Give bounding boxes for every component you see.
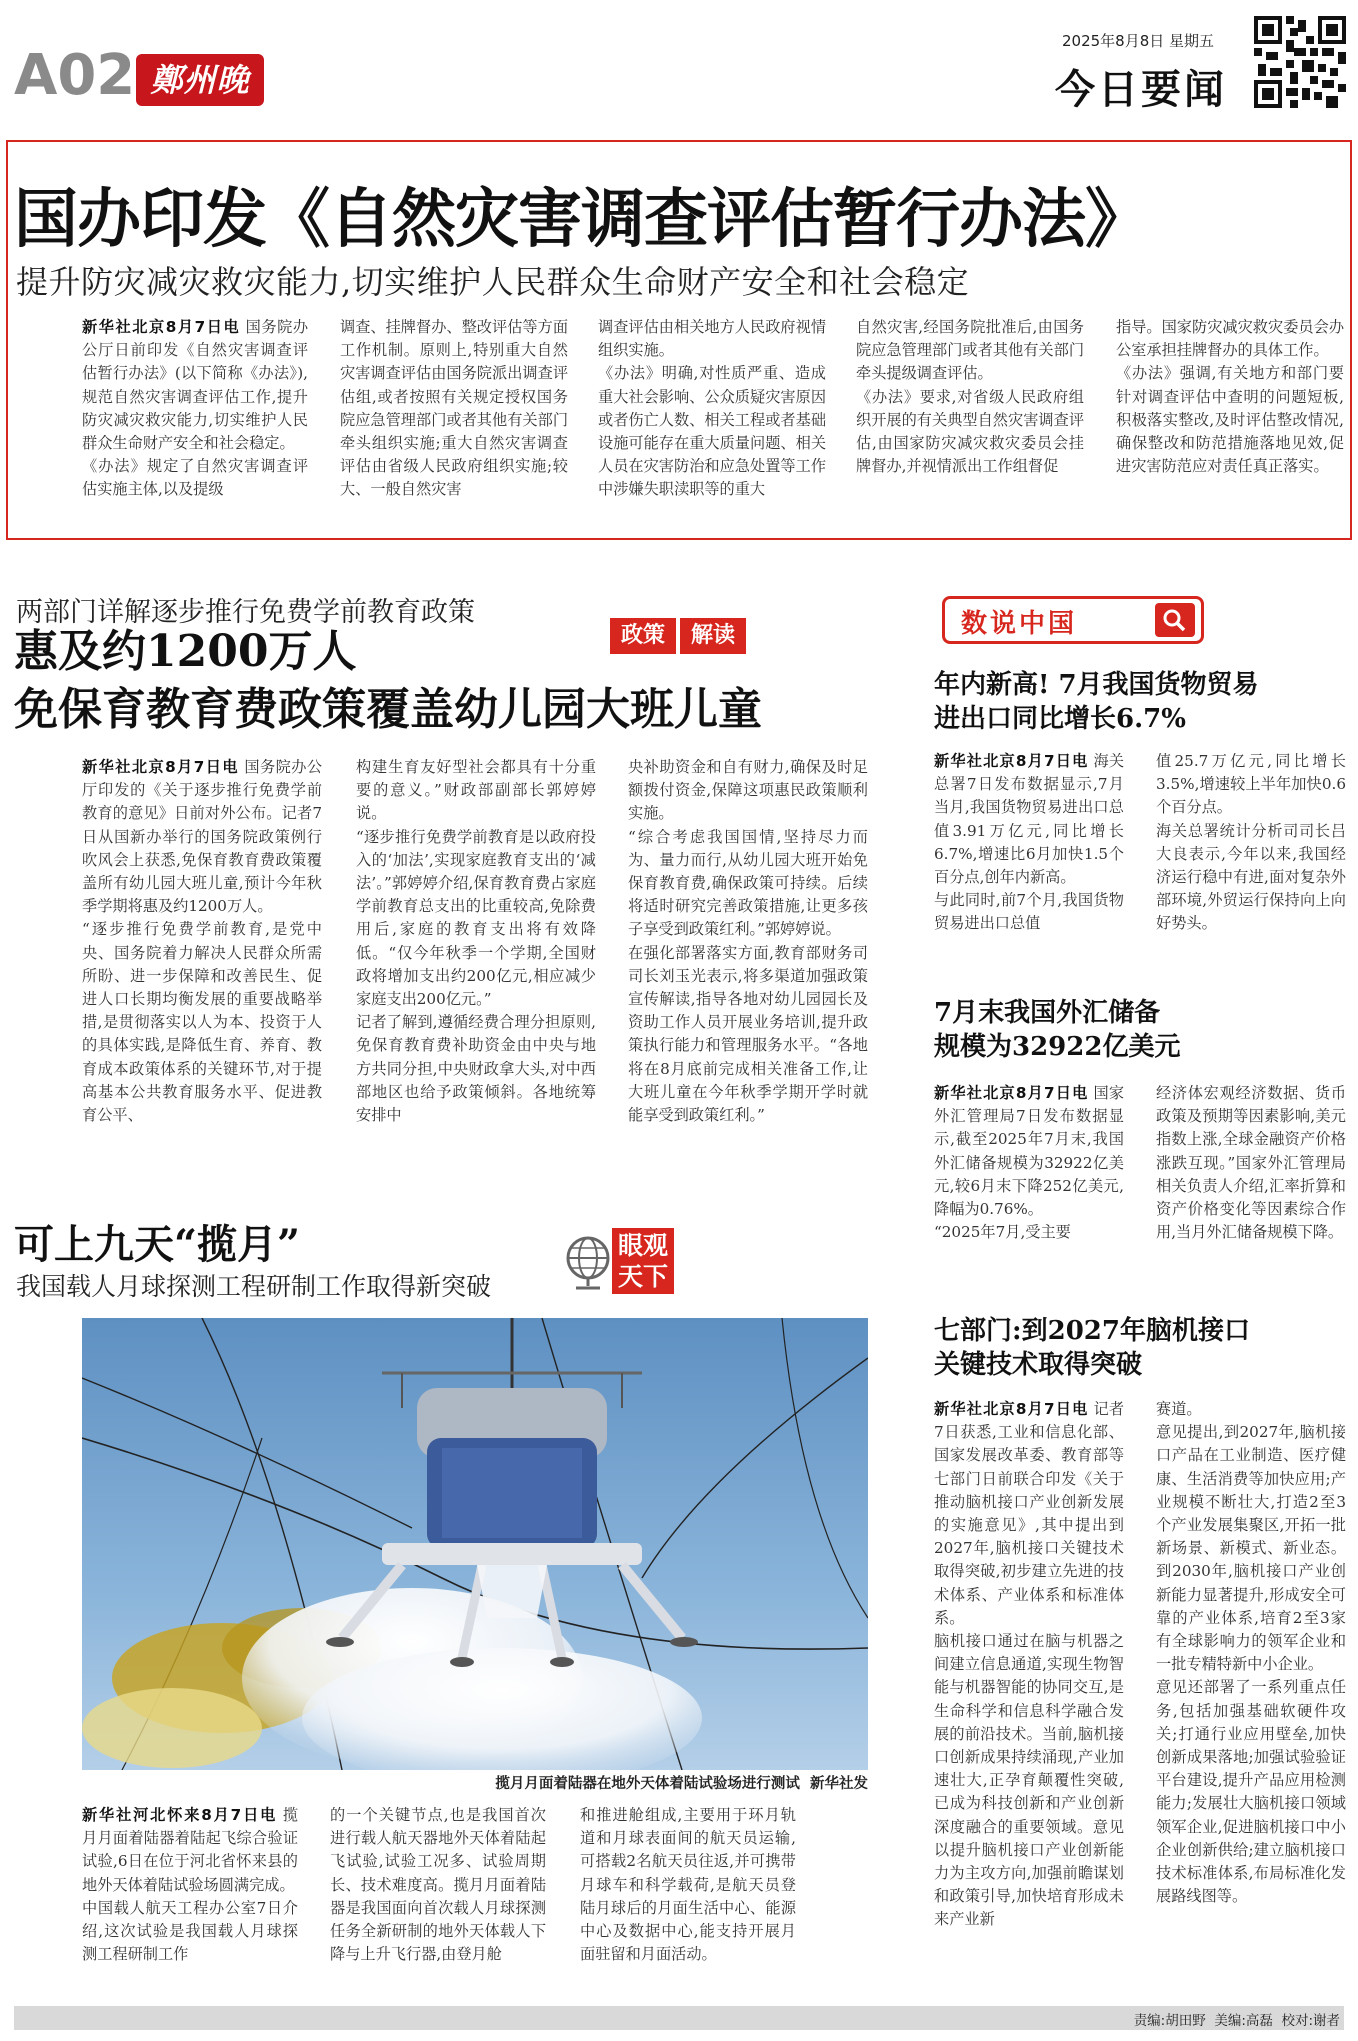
lead-column-1 (82, 316, 308, 524)
bci-text-1: 记者7日获悉,工业和信息化部、国家发展改革委、教育部等七部门日前联合印发《关于推动脑机接口产业创新发展的实施意见》,其中提出到2027年,脑机接口关键技术取得突破,初步建立先进的技术体系、产业体系和标准体系。 脑机接口通过在脑与机器之间建立信息通道,实现生物智能与机器智能的协同交互,是生命科学和信息科学融合发展的前沿技术。当前,脑机接口创新成果持续涌现,产业加速壮大,正孕育颠覆性突破,已成为科技创新和产业创新深度融合的重要领域。意见以提升脑机接口产业创新能力为主攻方向,加强前瞻谋划和政策引导,加快培育形成未来产业新 (934, 1400, 1124, 1929)
world-view-badge-line2: 天下 (617, 1262, 668, 1291)
education-headline-1: 惠及约1200万人 (14, 626, 357, 677)
trade-headline-2: 进出口同比增长6.7% (934, 704, 1186, 734)
globe-icon (562, 1234, 614, 1292)
lead-column-5: 指导。国家防灾减灾救灾委员会办公室承担挂牌督办的具体工作。 《办法》强调,有关地方和部门要针对调查评估中查明的问题短板,积极落实整改,及时评估整改情况,确保整改和防范措施落地见效,促进灾害防范应对责任真正落实。 (1116, 318, 1344, 476)
trade-column-2: 值25.7万亿元,同比增长3.5%,增速较上半年加快0.6个百分点。 海关总署统计分析司司长吕大良表示,今年以来,我国经济运行稳中有进,面对复杂外部环境,外贸运行保持向上向好势头。 (1156, 752, 1346, 933)
lead-subheadline: 提升防灾减灾救灾能力,切实维护人民群众生命财产安全和社会稳定 (16, 263, 970, 301)
bci-headline-2: 关键技术取得突破 (934, 1350, 1143, 1380)
lead-column-2: 调查、挂牌督办、整改评估等方面工作机制。原则上,特别重大自然灾害调查评估由国务院派出调查评估组,或者按照有关规定授权国务院应急管理部门或者其他有关部门牵头组织实施;重大自然灾害调查评估由省级人民政府组织实施;较大、一般自然灾害 (340, 318, 568, 499)
footer-credits: 责编:胡田野 美编:高磊 校对:谢者 (1133, 2013, 1340, 2029)
education-column-2: 构建生育友好型社会都具有十分重要的意义。”财政部副部长郭婷婷说。 “逐步推行免费学前教育是以政府投入的‘加法’,实现家庭教育支出的‘减法’。”郭婷婷介绍,保育教育费占家庭学前教育总支出的比重较高,免除费用后,家庭的教育支出将有效降低。“仅今年秋季一个学期,全国财政将增加支出约200亿元,相应减少家庭支出200亿元。” 记者了解到,遵循经费合理分担原则,免保育教育费补助资金由中央与地方共同分担,中央财政拿大头,对中西部地区也给予政策倾斜。各地统筹安排中 (356, 758, 596, 1125)
forex-headline-2: 规模为32922亿美元 (934, 1032, 1181, 1062)
forex-text-1: 国家外汇管理局7日发布数据显示,截至2025年7月末,我国外汇储备规模为32922亿美元,较6月末下降252亿美元,降幅为0.76%。 “2025年7月,受主要 (934, 1084, 1124, 1242)
forex-column-1 (934, 1082, 1124, 1266)
trade-dateline: 新华社北京8月7日电 (934, 752, 1089, 770)
qr-code-icon (1254, 16, 1346, 108)
bci-dateline: 新华社北京8月7日电 (934, 1400, 1089, 1418)
page-number: A02 (14, 43, 136, 108)
moon-text-1: 揽月月面着陆器着陆起飞综合验证试验,6日在位于河北省怀来县的地外天体着陆试验场圆满完成。 中国载人航天工程办公室7日介绍,这次试验是我国载人月球探测工程研制工作 (82, 1806, 298, 1964)
moon-column-3: 和推进舱组成,主要用于环月轨道和月球表面间的航天员运输,可搭载2名航天员往返,并可携带月球车和科学载荷,是航天员登陆月球后的月面生活中心、能源中心及数据中心,能支持开展月面驻留和月面活动。 (580, 1806, 796, 1964)
paper-name: 鄭州晚報 (150, 61, 250, 151)
lead-column-4: 自然灾害,经国务院批准后,由国务院应急管理部门或者其他有关部门牵头提级调查评估。 《办法》要求,对省级人民政府组织开展的有关典型自然灾害调查评估,由国家防灾减灾救灾委员会挂牌督办,并视情派出工作组督促 (856, 318, 1084, 476)
lead-headline: 国办印发《自然灾害调查评估暂行办法》 (14, 182, 1148, 257)
lead-dateline: 新华社北京8月7日电 (82, 318, 241, 336)
policy-badge (610, 618, 746, 654)
education-kicker: 两部门详解逐步推行免费学前教育政策 (16, 597, 475, 628)
education-text-1: 国务院办公厅印发的《关于逐步推行免费学前教育的意见》日前对外公布。记者7日从国新办举行的国务院政策例行吹风会上获悉,免保育教育费政策覆盖所有幼儿园大班儿童,预计今年秋季学期将惠及约1200万人。 “逐步推行免费学前教育,是党中央、国务院着力解决人民群众所需所盼、进一步保障和改善民生、促进人口长期均衡发展的重要战略举措,是贯彻落实以人为本、投资于人的具体实践,是降低生育、养育、教育成本政策体系的关键环节,对于提高基本公共教育服务水平、促进教育公平、 (82, 758, 322, 1125)
lander-test-photo (82, 1318, 868, 1770)
moon-column-2: 的一个关键节点,也是我国首次进行载人航天器地外天体着陆起飞试验,试验工况多、试验周期长、技术难度高。揽月月面着陆器是我国面向首次载人月球探测任务全新研制的地外天体载人下降与上升飞行器,由登月舱 (330, 1806, 546, 1964)
bci-headline-1: 七部门:到2027年脑机接口 (934, 1316, 1250, 1346)
bci-column-1 (934, 1398, 1124, 1996)
moon-headline: 可上九天“揽月” (14, 1221, 301, 1268)
education-dateline: 新华社北京8月7日电 (82, 758, 240, 776)
section-title: 今日要闻 (1055, 67, 1227, 113)
forex-headline-1: 7月末我国外汇储备 (934, 998, 1161, 1028)
forex-column-2: 经济体宏观经济数据、货币政策及预期等因素影响,美元指数上涨,全球金融资产价格涨跌互现。”国家外汇管理局相关负责人介绍,汇率折算和资产价格变化等因素综合作用,当月外汇储备规模下降。 (1156, 1084, 1346, 1242)
photo-caption: 揽月月面着陆器在地外天体着陆试验场进行测试 新华社发 (495, 1776, 868, 1792)
education-column-1 (82, 756, 322, 1164)
search-icon (1161, 607, 1189, 633)
forex-dateline: 新华社北京8月7日电 (934, 1084, 1089, 1102)
trade-headline-1: 年内新高! 7月我国货物贸易 (934, 670, 1259, 700)
date-line: 2025年8月8日 星期五 (1062, 32, 1215, 50)
data-china-banner (942, 596, 1204, 644)
moon-dateline: 新华社河北怀来8月7日电 (82, 1806, 278, 1824)
education-column-3: 央补助资金和自有财力,确保及时足额拨付资金,保障这项惠民政策顺利实施。 “综合考虑我国国情,坚持尽力而为、量力而行,从幼儿园大班开始免保育教育费,确保政策可持续。后续将适时研究完善政策措施,让更多孩子享受到政策红利。”郭婷婷说。 在强化部署落实方面,教育部财务司司长刘玉光表示,将多渠道加强政策宣传解读,指导各地对幼儿园园长及资助工作人员开展业务培训,提升政策执行能力和管理服务水平。“各地将在8月底前完成相关准备工作,让大班儿童在今年秋季学期开学时就能享受到政策红利。” (628, 758, 868, 1125)
bci-column-2: 赛道。 意见提出,到2027年,脑机接口产品在工业制造、医疗健康、生活消费等加快应用;产业规模不断壮大,打造2至3个产业发展集聚区,开拓一批新场景、新模式、新业态。到2030年,脑机接口产业创新能力显著提升,形成安全可靠的产业体系,培育2至3家有全球影响力的领军企业和一批专精特新中小企业。 意见还部署了一系列重点任务,包括加强基础软硬件攻关;打通行业应用壁垒,加快创新成果落地;加强试验验证平台建设,提升产品应用检测能力;发展壮大脑机接口领域领军企业,促进脑机接口中小企业创新供给;建立脑机接口技术标准体系,布局标准化发展路线图等。 (1156, 1400, 1346, 1906)
policy-badge-left: 政策 (610, 618, 676, 654)
data-china-banner-text: 数说中国 (961, 609, 1078, 639)
trade-column-1 (934, 750, 1124, 958)
moon-column-1 (82, 1804, 298, 1996)
moon-subheadline: 我国载人月球探测工程研制工作取得新突破 (16, 1272, 492, 1301)
paper-logo (136, 54, 264, 151)
policy-badge-right: 解读 (680, 618, 746, 654)
education-headline-2: 免保育教育费政策覆盖幼儿园大班儿童 (14, 684, 762, 735)
lead-column-3: 调查评估由相关地方人民政府视情组织实施。 《办法》明确,对性质严重、造成重大社会影响、公众质疑灾害原因或者伤亡人数、相关工程或者基础设施可能存在重大质量问题、相关人员在灾害防治和应急处置等工作中涉嫌失职渎职等的重大 (598, 318, 826, 499)
world-view-badge-line1: 眼观 (617, 1231, 668, 1260)
lead-text-1: 国务院办公厅日前印发《自然灾害调查评估暂行办法》(以下简称《办法》),规范自然灾害调查评估工作,提升防灾减灾救灾能力,切实维护人民群众生命财产安全和社会稳定。 《办法》规定了自然灾害调查评估实施主体,以及提级 (82, 318, 308, 499)
trade-text-1: 海关总署7日发布数据显示,7月当月,我国货物贸易进出口总值3.91万亿元,同比增长6.7%,增速比6月加快1.5个百分点,创年内新高。 与此同时,前7个月,我国货物贸易进出口总值 (934, 752, 1124, 933)
world-view-badge (612, 1228, 674, 1294)
